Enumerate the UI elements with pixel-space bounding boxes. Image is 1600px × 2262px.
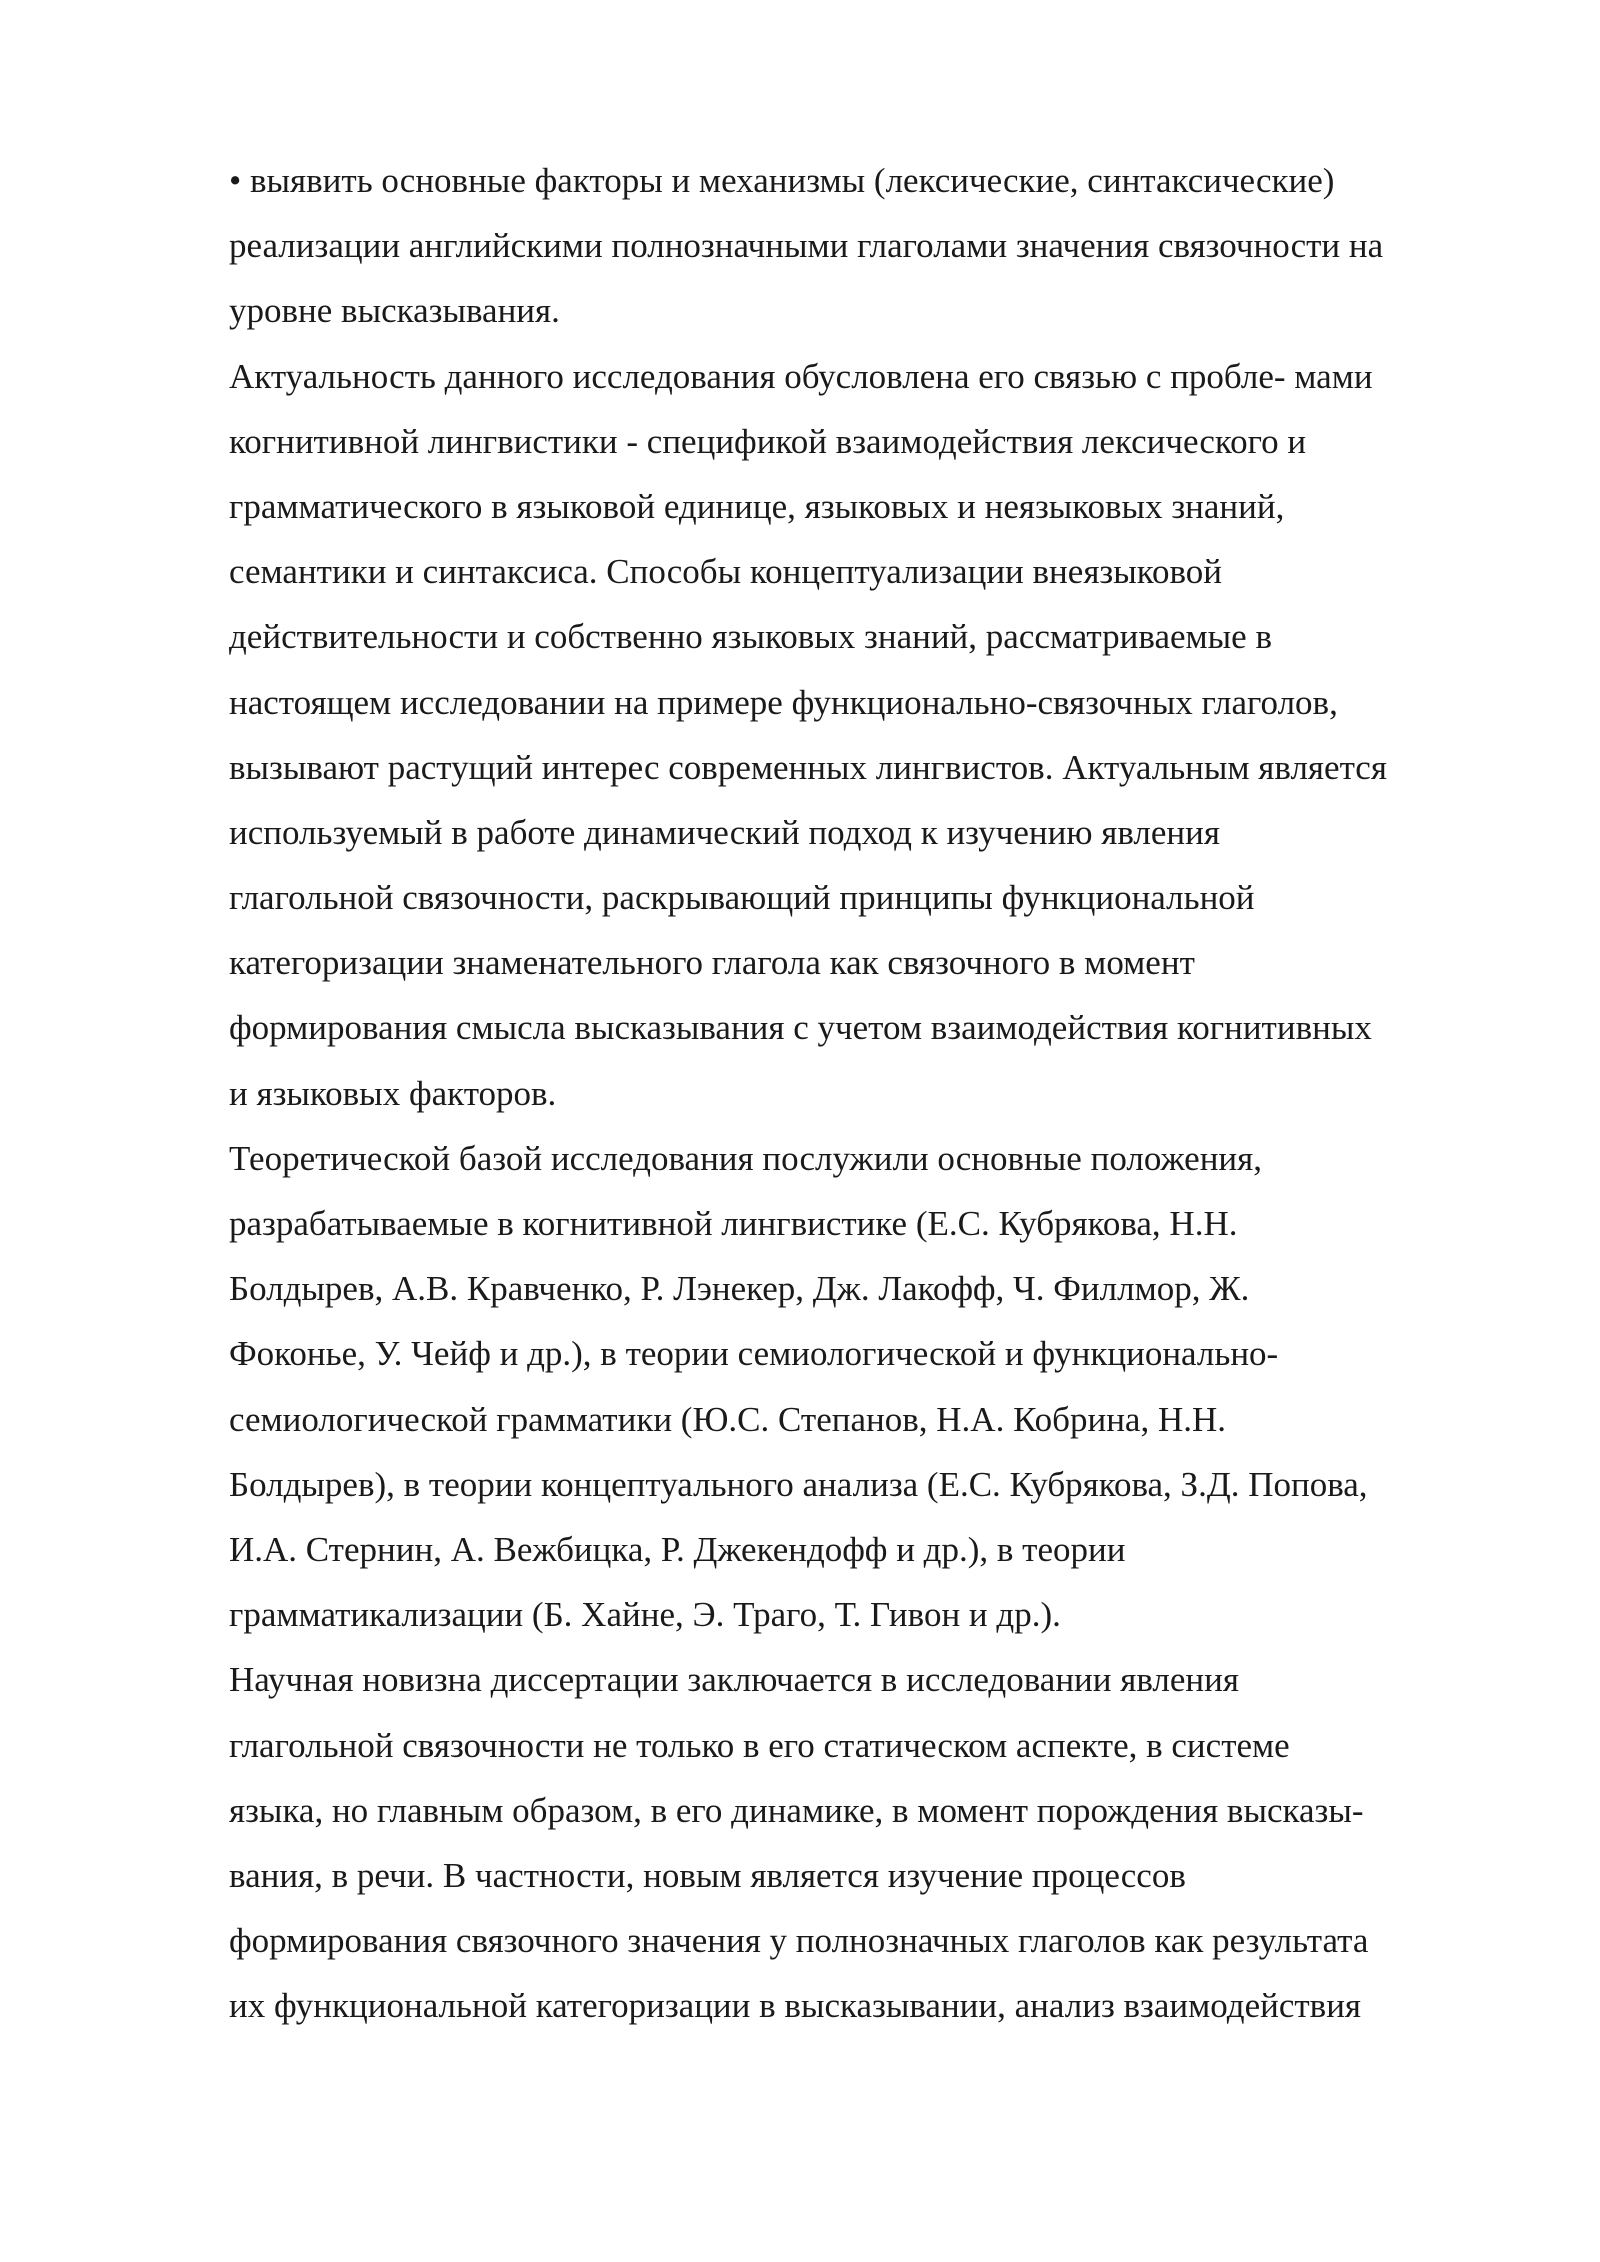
text-line-2: реализации английскими полнозначными глаголами значения связочности на <box>229 226 1384 266</box>
text-line-7: семантики и синтаксиса. Способы концептуализации внеязыковой <box>229 552 1223 592</box>
text-line-13: категоризации знаменательного глагола как связочного в момент <box>229 943 1195 983</box>
text-line-4: Актуальность данного исследования обусловлена его связью с пробле- мами <box>229 356 1373 396</box>
text-line-22: И.А. Стернин, А. Вежбицка, Р. Джекендофф и др.), в теории <box>229 1529 1126 1569</box>
text-line-11: используемый в работе динамический подход к изучению явления <box>229 812 1220 852</box>
text-line-27: вания, в речи. В частности, новым является изучение процессов <box>229 1855 1186 1895</box>
text-line-10: вызывают растущий интерес современных лингвистов. Актуальным является <box>229 747 1387 787</box>
text-line-6: грамматического в языковой единице, языковых и неязыковых знаний, <box>229 486 1285 526</box>
text-line-24: Научная новизна диссертации заключается в исследовании явления <box>229 1660 1239 1700</box>
text-line-12: глагольной связочности, раскрывающий принципы функциональной <box>229 878 1255 918</box>
text-line-26: языка, но главным образом, в его динамике, в момент порождения высказы- <box>229 1790 1364 1830</box>
text-line-5: когнитивной лингвистики - спецификой взаимодействия лексического и <box>229 421 1307 461</box>
text-line-15: и языковых факторов. <box>229 1073 557 1113</box>
text-line-1: • выявить основные факторы и механизмы (лексические, синтаксические) <box>229 161 1335 200</box>
text-line-20: семиологической грамматики (Ю.С. Степанов, Н.А. Кобрина, Н.Н. <box>229 1399 1227 1439</box>
text-line-3: уровне высказывания. <box>229 291 560 331</box>
text-line-23: грамматикализации (Б. Хайне, Э. Траго, Т. Гивон и др.). <box>229 1595 1061 1635</box>
text-line-25: глагольной связочности не только в его статическом аспекте, в системе <box>229 1725 1290 1765</box>
text-line-8: действительности и собственно языковых знаний, рассматриваемые в <box>229 617 1272 657</box>
text-line-17: разрабатываемые в когнитивной лингвистике (Е.С. Кубрякова, Н.Н. <box>229 1204 1238 1243</box>
text-line-16: Теоретической базой исследования послужили основные положения, <box>229 1138 1263 1178</box>
text-line-14: формирования смысла высказывания с учетом взаимодействия когнитивных <box>229 1008 1372 1048</box>
text-line-21: Болдырев), в теории концептуального анализа (Е.С. Кубрякова, З.Д. Попова, <box>229 1464 1368 1504</box>
text-line-9: настоящем исследовании на примере функционально-связочных глаголов, <box>229 682 1338 722</box>
text-line-29: их функциональной категоризации в высказывании, анализ взаимодействия <box>229 1986 1362 2026</box>
body-text <box>229 148 1529 2038</box>
text-line-28: формирования связочного значения у полнозначных глаголов как результата <box>229 1921 1369 1961</box>
text-line-18: Болдырев, А.В. Кравченко, Р. Лэнекер, Дж. Лакофф, Ч. Филлмор, Ж. <box>229 1269 1250 1309</box>
text-line-19: Фоконье, У. Чейф и др.), в теории семиологической и функционально- <box>229 1334 1279 1374</box>
